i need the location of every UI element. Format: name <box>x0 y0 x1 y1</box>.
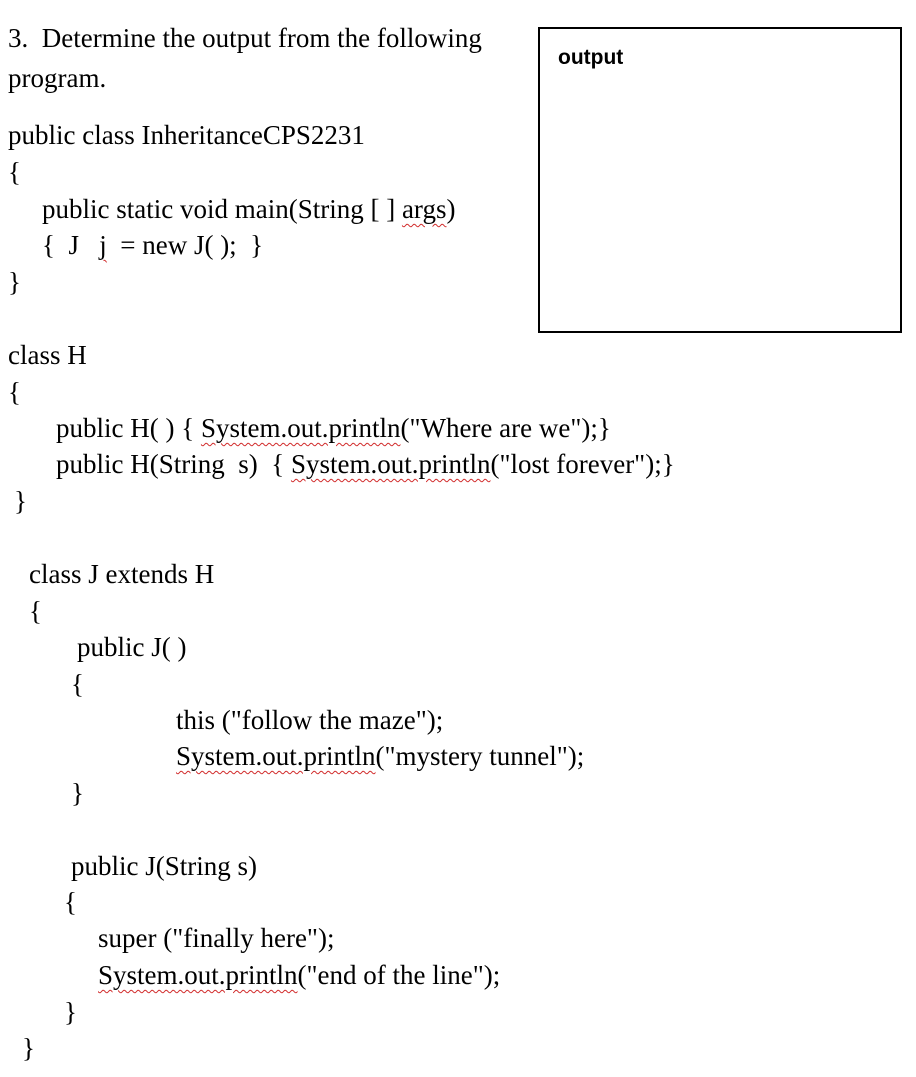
code-line: { <box>8 157 21 187</box>
code-text: public H( ) { <box>56 413 201 443</box>
code-text: public static void main(String [ ] <box>42 194 402 224</box>
spellcheck-word: args <box>401 194 447 224</box>
output-answer-box[interactable] <box>538 27 902 333</box>
code-text: public H(String s) { <box>56 449 291 479</box>
code-line <box>42 229 263 261</box>
question-line-1: 3. Determine the output from the following <box>8 23 482 53</box>
code-line: class H <box>8 340 87 370</box>
code-line: { <box>8 377 21 407</box>
code-line <box>56 412 611 444</box>
code-text: = new J( ); } <box>106 230 264 260</box>
code-line: class J extends H <box>29 559 215 589</box>
code-line: super ("finally here"); <box>98 923 335 953</box>
code-line: } <box>22 1033 35 1063</box>
code-line <box>176 740 584 772</box>
code-text: ("Where are we");} <box>400 413 611 443</box>
question-line-2: program. <box>8 63 107 93</box>
code-line: public J(String s) <box>71 851 257 881</box>
code-line <box>98 959 500 991</box>
code-text: ("lost forever");} <box>490 449 675 479</box>
code-text: ) <box>446 194 456 224</box>
code-text: ("mystery tunnel"); <box>375 741 585 771</box>
spellcheck-word: System.out.println <box>290 449 491 479</box>
code-line <box>42 193 455 225</box>
code-line: { <box>71 669 84 699</box>
code-line: this ("follow the maze"); <box>176 705 444 735</box>
spellcheck-word: j <box>99 230 107 260</box>
code-line: { <box>29 596 42 626</box>
code-line: { <box>64 887 77 917</box>
spellcheck-word: System.out.println <box>200 413 401 443</box>
code-line: } <box>14 486 27 516</box>
code-line <box>56 448 675 480</box>
code-line: public J( ) <box>77 632 187 662</box>
code-line: } <box>71 778 84 808</box>
code-line: } <box>8 267 21 297</box>
code-line: } <box>64 997 77 1027</box>
output-label: output <box>558 46 624 69</box>
code-line: public class InheritanceCPS2231 <box>8 120 365 150</box>
code-text: { J <box>42 230 100 260</box>
code-text: ("end of the line"); <box>297 960 501 990</box>
spellcheck-word: System.out.println <box>98 960 298 990</box>
spellcheck-word: System.out.println <box>176 741 376 771</box>
